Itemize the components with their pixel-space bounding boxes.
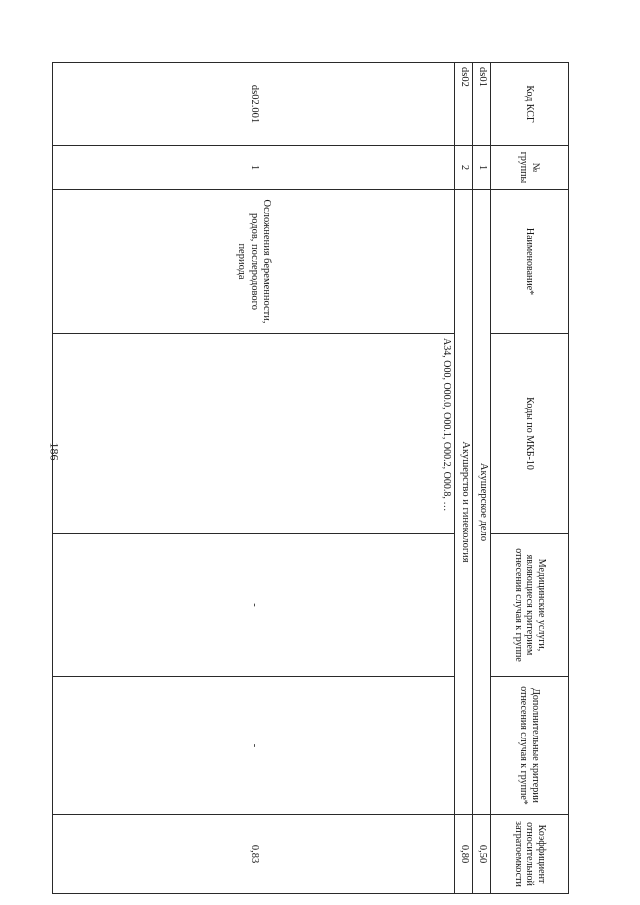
row-code: ds01 [473, 63, 491, 146]
header-group-no: № группы [491, 146, 569, 190]
row-code: ds02 [455, 63, 473, 146]
section-title: Акушерское дело [473, 190, 491, 815]
header-coef: Коэффициент относительной затратоемкости [491, 815, 569, 894]
row-coef: 0,50 [473, 815, 491, 894]
header-code: Код КСГ [491, 63, 569, 146]
row-criteria: - [53, 677, 455, 815]
header-row [491, 63, 569, 894]
page-number: 186 [47, 442, 62, 461]
row-num: 2 [455, 146, 473, 190]
row-name: Осложнения беременности, родов, послеродового периода [53, 190, 455, 334]
section-title: Акушерство и гинекология [455, 190, 473, 815]
table-row [455, 63, 473, 894]
row-icd-codes: A34, O00, O00.0, O00.1, O00.2, O00.8, … [53, 334, 455, 534]
row-coef: 0,80 [455, 815, 473, 894]
header-criteria: Дополнительные критерии отнесения случая к группе* [491, 677, 569, 815]
row-num: 1 [473, 146, 491, 190]
row-coef: 0,83 [53, 815, 455, 894]
row-num: 1 [53, 146, 455, 190]
table-row [473, 63, 491, 894]
rotated-page [52, 62, 569, 893]
row-code: ds02.001 [53, 63, 455, 146]
header-icd: Коды по МКБ-10 [491, 334, 569, 534]
header-name: Наименование* [491, 190, 569, 334]
table-row [53, 63, 455, 894]
ksg-table [52, 62, 569, 894]
header-services: Медицинские услуги, являющиеся критерием отнесения случая к группе [491, 534, 569, 677]
row-services: - [53, 534, 455, 677]
